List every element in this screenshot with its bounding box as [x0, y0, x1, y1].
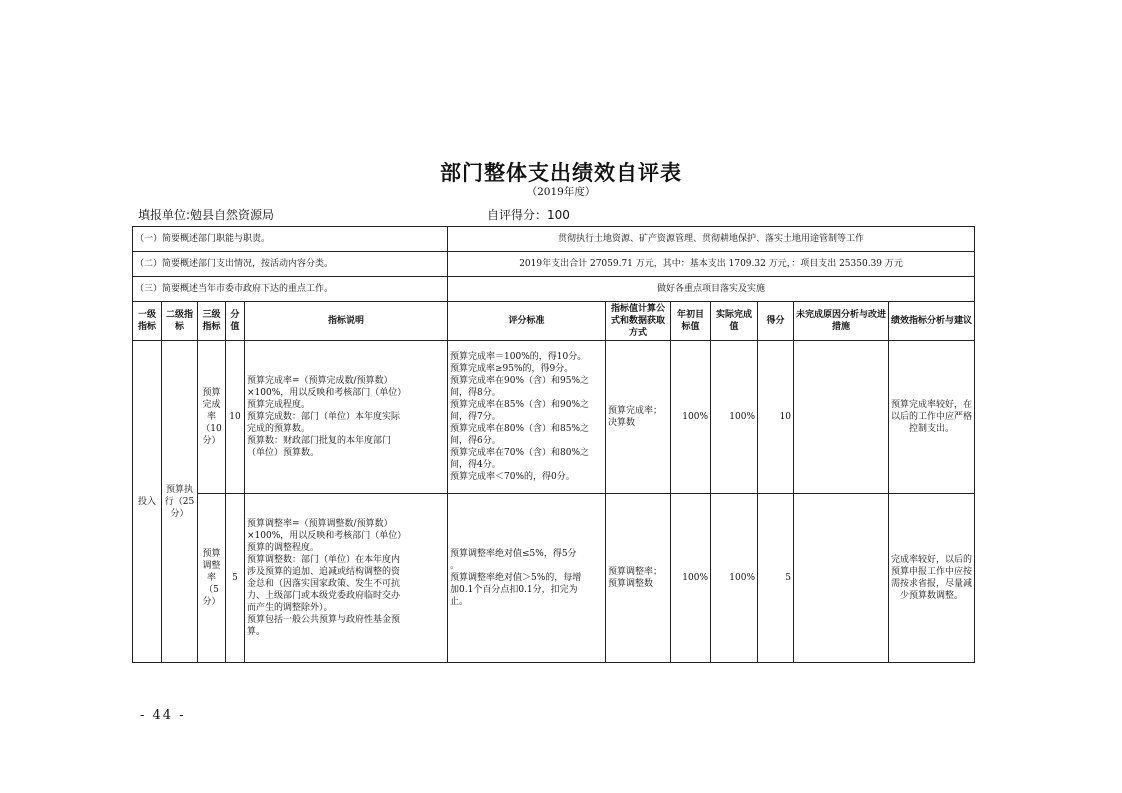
- header-target: 年初目标值: [671, 302, 711, 341]
- page-title: 部门整体支出绩效自评表: [440, 161, 682, 185]
- header-level2: 二级指标: [162, 302, 198, 341]
- criteria-line: 。: [450, 561, 460, 571]
- summary-value: 贯彻执行土地资源、矿产资源管理、贯彻耕地保护、落实土地用途管制等工作: [448, 227, 975, 252]
- summary-value: 做好各重点项目落实及实施: [448, 277, 975, 302]
- criteria-line: 预算完成率在90%（含）和95%之: [450, 376, 590, 386]
- header-description: 指标说明: [245, 302, 448, 341]
- description-line: 预算包括一般公共预算与政府性基金预: [247, 615, 401, 625]
- summary-label: （一）简要概述部门职能与职责。: [133, 227, 448, 252]
- description-line: ×100%，用以反映和考核部门（单位）: [247, 531, 407, 541]
- reason-cell: [794, 494, 889, 663]
- criteria-line: 预算完成率≥95%的，得9分。: [450, 364, 574, 374]
- formula-cell: 预算完成率；决算数: [606, 341, 671, 494]
- description-line: 预算的调整程度。: [247, 543, 320, 553]
- criteria-line: 间，得6分。: [450, 436, 501, 446]
- criteria-line: 间，得7分。: [450, 412, 501, 422]
- header-analysis: 绩效指标分析与建议: [889, 302, 975, 341]
- criteria-line: 预算完成率在70%（含）和80%之: [450, 448, 590, 458]
- actual-cell: 100%: [711, 341, 758, 494]
- summary-row: [133, 227, 975, 252]
- criteria-cell: [448, 494, 606, 663]
- score-value-cell: 10: [226, 341, 245, 494]
- header-row: [133, 302, 975, 341]
- got-cell: 10: [758, 341, 794, 494]
- reporting-unit: 填报单位:勉县自然资源局: [138, 208, 275, 222]
- description-line: 涉及预算的追加、追减或结构调整的资: [247, 567, 401, 577]
- summary-value: 2019年支出合计 27059.71 万元，其中：基本支出 1709.32 万元，：项目支出 25350.39 万元: [448, 252, 975, 277]
- criteria-line: 预算调整率绝对值≤5%，得5分: [450, 549, 577, 559]
- target-cell: 100%: [671, 494, 711, 663]
- header-formula: 指标值计算公式和数据获取方式: [606, 302, 671, 341]
- analysis-cell: 预算完成率较好，在以后的工作中应严格控制支出。: [889, 341, 975, 494]
- header-actual: 实际完成值: [711, 302, 758, 341]
- description-line: 算。: [247, 627, 266, 637]
- table-row: [133, 494, 975, 663]
- criteria-line: 预算完成率在80%（含）和85%之: [450, 424, 590, 434]
- header-level1: 一级指标: [133, 302, 162, 341]
- description-line: 预算完成程度。: [247, 400, 311, 410]
- header-score-value: 分值: [226, 302, 245, 341]
- description-line: 预算调整数：部门（单位）在本年度内: [247, 555, 401, 565]
- self-score: 自评得分：100: [487, 208, 570, 222]
- score-value-cell: 5: [226, 494, 245, 663]
- criteria-line: 加0.1个百分点扣0.1分，扣完为: [450, 585, 578, 595]
- summary-label: （三）简要概述当年市委市政府下达的重点工作。: [133, 277, 448, 302]
- evaluation-table: [132, 226, 975, 663]
- formula-cell: 预算调整率；预算调整数: [606, 494, 671, 663]
- page-subtitle: （2019年度）: [526, 186, 596, 198]
- level3-cell: 预算调整率（5分）: [198, 494, 226, 663]
- criteria-line: 止。: [450, 597, 469, 607]
- description-line: 预算调整率=（预算调整数/预算数）: [247, 519, 393, 529]
- criteria-line: 预算完成率＝100%的，得10分。: [450, 352, 587, 362]
- criteria-line: 预算完成率在85%（含）和90%之: [450, 400, 590, 410]
- header-reason: 未完成原因分析与改进措施: [794, 302, 889, 341]
- level3-cell: 预算完成率（10分）: [198, 341, 226, 494]
- got-cell: 5: [758, 494, 794, 663]
- page-number: - 44 -: [140, 708, 186, 723]
- description-line: 而产生的调整除外）。: [247, 603, 333, 613]
- analysis-cell: 完成率较好，以后的预算申报工作中应按需按求省报，尽量减少预算数调整。: [889, 494, 975, 663]
- criteria-cell: [448, 341, 606, 494]
- reason-cell: [794, 341, 889, 494]
- actual-cell: 100%: [711, 494, 758, 663]
- description-line: 预算数：财政部门批复的本年度部门: [247, 436, 392, 446]
- table-row: [133, 341, 975, 494]
- level2-cell: 预算执行（25分）: [162, 341, 198, 663]
- description-cell: [245, 341, 448, 494]
- criteria-line: 预算调整率绝对值＞5%的，每增: [450, 573, 582, 583]
- criteria-line: 预算完成率＜70%的，得0分。: [450, 472, 575, 482]
- description-line: 力、上级部门或本级党委政府临时交办: [247, 591, 401, 601]
- description-line: ×100%，用以反映和考核部门（单位）: [247, 388, 407, 398]
- description-line: 预算完成数：部门（单位）本年度实际: [247, 412, 401, 422]
- level1-cell: 投入: [133, 341, 162, 663]
- description-line: 预算完成率=（预算完成数/预算数）: [247, 376, 393, 386]
- target-cell: 100%: [671, 341, 711, 494]
- summary-label: （二）简要概述部门支出情况，按活动内容分类。: [133, 252, 448, 277]
- header-got: 得分: [758, 302, 794, 341]
- criteria-line: 间，得4分。: [450, 460, 501, 470]
- header-level3: 三级指标: [198, 302, 226, 341]
- summary-row: [133, 277, 975, 302]
- description-line: 完成的预算数。: [247, 424, 311, 434]
- description-line: 金总和（因落实国家政策、发生不可抗: [247, 579, 401, 589]
- description-line: （单位）预算数。: [247, 448, 320, 458]
- summary-row: [133, 252, 975, 277]
- header-criteria: 评分标准: [448, 302, 606, 341]
- description-cell: [245, 494, 448, 663]
- criteria-line: 间，得8分。: [450, 388, 501, 398]
